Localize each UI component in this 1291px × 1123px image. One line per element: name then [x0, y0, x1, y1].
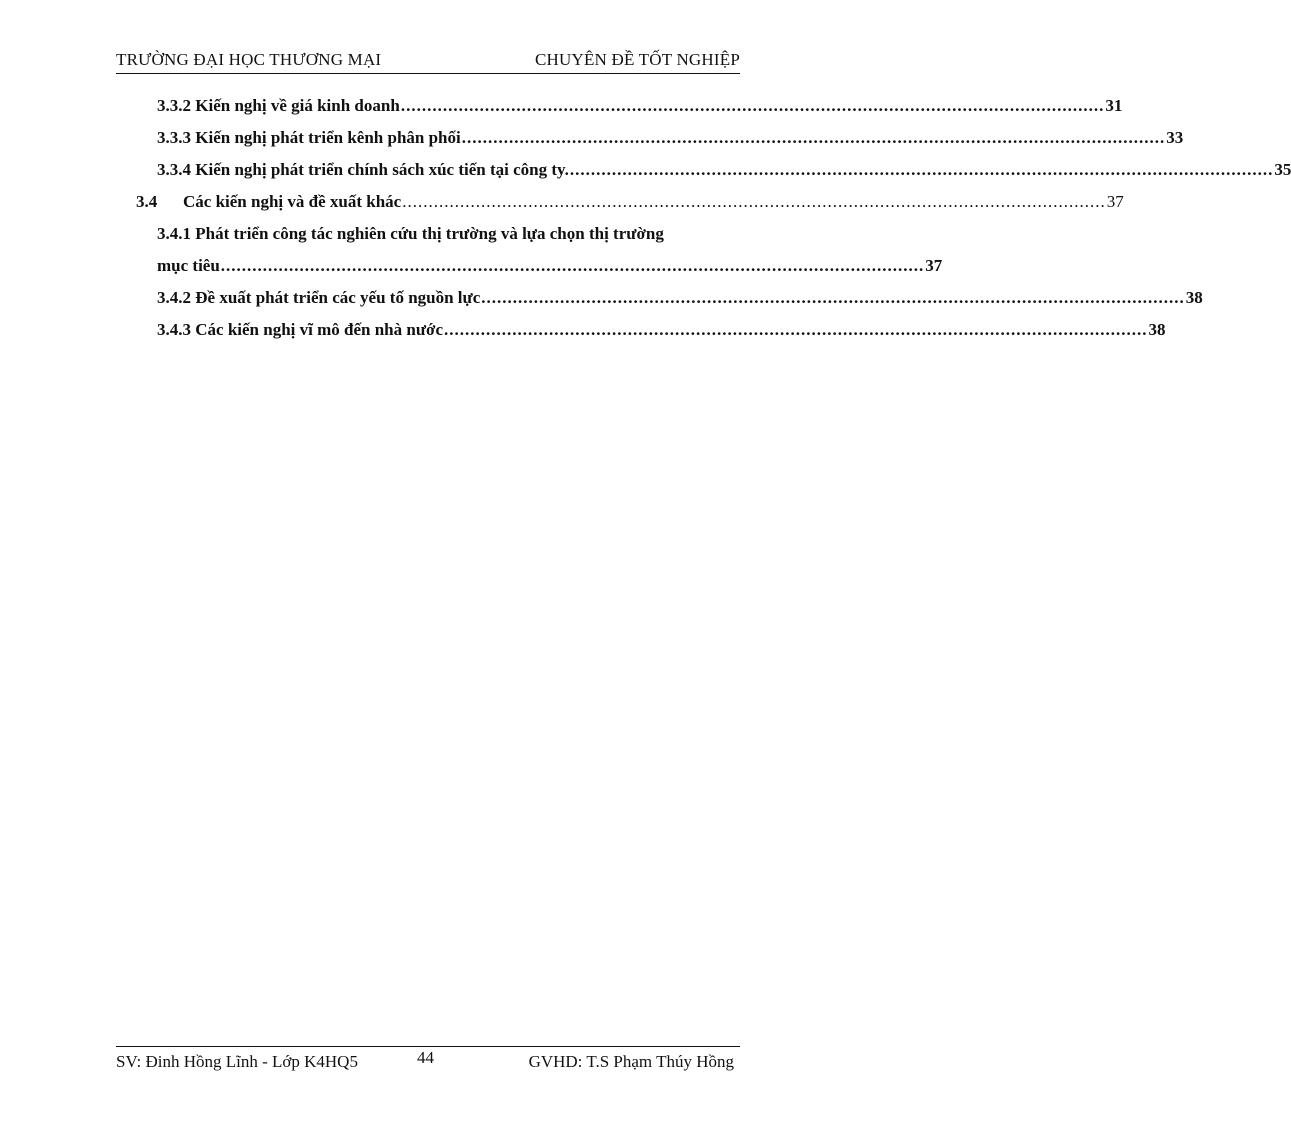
- header-document-type: CHUYÊN ĐỀ TỐT NGHIỆP: [534, 50, 740, 69]
- footer-supervisor: GVHD: T.S Phạm Thúy Hồng: [528, 1052, 734, 1071]
- toc-item-3-3-4: [157, 160, 1291, 184]
- toc-leader: ......................................................................................................................................: [400, 96, 1105, 115]
- toc-title: Kiến nghị phát triển kênh phân phối: [195, 128, 461, 147]
- toc-item-3-4-1-line1: [157, 224, 664, 244]
- header-university: TRƯỜNG ĐẠI HỌC THƯƠNG MẠI: [116, 50, 382, 69]
- toc-item-3-3-3: [157, 128, 1184, 152]
- toc-page: 33: [1166, 128, 1184, 147]
- toc-leader: ......................................................................................................................................: [402, 192, 1106, 211]
- toc-page: 38: [1185, 288, 1203, 307]
- toc-title: Các kiến nghị và đề xuất khác: [183, 192, 402, 211]
- toc-number: 3.4.2: [157, 288, 191, 307]
- toc-item-3-4-2: [157, 288, 1203, 312]
- toc-item-3-4-3: [157, 320, 1166, 344]
- toc-item-3-4-1-line2: [157, 256, 943, 280]
- toc-number: 3.3.4: [157, 160, 191, 179]
- toc-title: Kiến nghị phát triển chính sách xúc tiến tại công ty.: [195, 160, 569, 179]
- toc-leader: ......................................................................................................................................: [481, 288, 1185, 307]
- header-rule: [116, 73, 740, 74]
- toc-leader: ......................................................................................................................................: [444, 320, 1148, 339]
- toc-title-continued: mục tiêu: [157, 256, 220, 275]
- toc-number: 3.4.1: [157, 224, 191, 243]
- toc-title: Các kiến nghị vĩ mô đến nhà nước: [195, 320, 443, 339]
- toc-page: 31: [1105, 96, 1123, 115]
- toc-page: 38: [1148, 320, 1166, 339]
- toc-item-3-4: [136, 192, 1124, 216]
- toc-number: 3.3.3: [157, 128, 191, 147]
- toc-number: 3.4.3: [157, 320, 191, 339]
- toc-title: Kiến nghị về giá kinh doanh: [195, 96, 400, 115]
- toc-page: 37: [925, 256, 943, 275]
- toc-leader: ......................................................................................................................................: [569, 160, 1274, 179]
- toc-page: 35: [1274, 160, 1291, 179]
- toc-number: 3.4: [136, 192, 158, 211]
- toc-leader: ......................................................................................................................................: [461, 128, 1166, 147]
- page-header: [116, 50, 740, 70]
- toc-title: Đề xuất phát triển các yếu tố nguồn lực: [195, 288, 481, 307]
- page-number: 44: [417, 1048, 434, 1067]
- toc-item-3-3-2: [157, 96, 1123, 120]
- toc-title: Phát triển công tác nghiên cứu thị trường và lựa chọn thị trường: [195, 224, 664, 243]
- footer-rule: [116, 1046, 740, 1047]
- toc-leader: ......................................................................................................................................: [220, 256, 925, 275]
- toc-number: 3.3.2: [157, 96, 191, 115]
- toc-page: 37: [1106, 192, 1124, 211]
- footer-student: SV: Đinh Hồng Lĩnh - Lớp K4HQ5: [116, 1052, 358, 1071]
